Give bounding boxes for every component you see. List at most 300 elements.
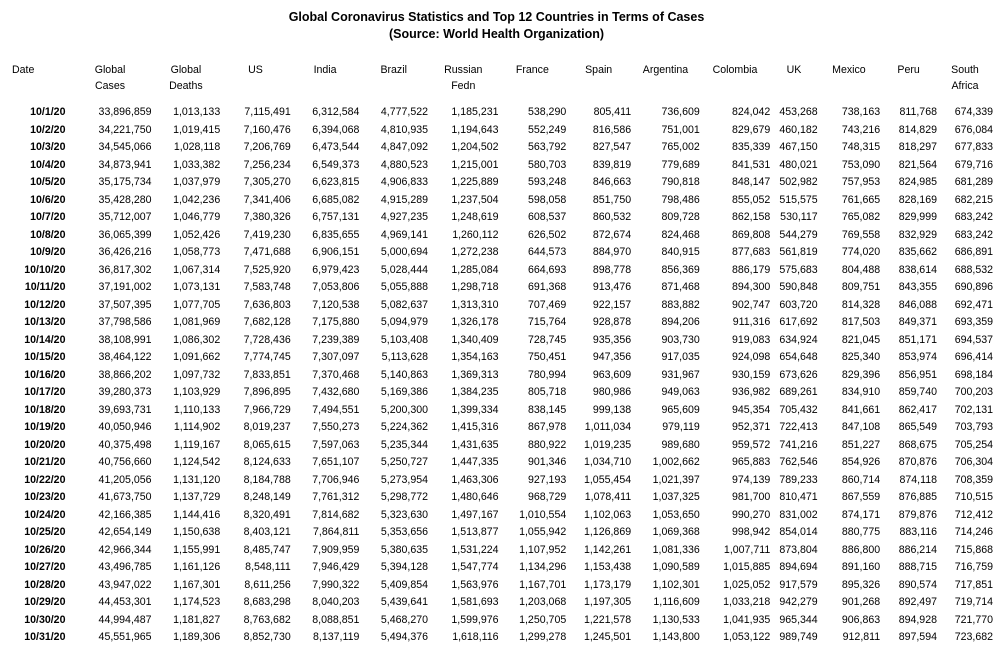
value-cell: 968,729	[527, 491, 567, 503]
value-cell: 821,045	[841, 333, 881, 346]
value-cell: 42,166,385	[98, 508, 152, 521]
value-cell: 1,019,235	[583, 438, 632, 451]
value-cell: 691,368	[527, 281, 567, 293]
value-cell: 906,863	[841, 613, 881, 626]
value-cell: 870,876	[898, 456, 937, 468]
table-row	[0, 332, 993, 350]
value-cell: 1,185,231	[451, 106, 499, 118]
value-cell: 1,245,501	[583, 631, 632, 643]
value-cell: 5,113,628	[381, 351, 429, 363]
value-cell: 1,067,314	[173, 263, 221, 276]
value-cell: 530,117	[780, 211, 818, 223]
value-cell: 874,118	[899, 473, 937, 486]
value-cell: 853,974	[898, 351, 937, 363]
value-cell: 816,586	[592, 123, 632, 136]
value-cell: 7,370,468	[312, 368, 360, 381]
value-cell: 854,926	[841, 456, 881, 468]
table-row	[0, 192, 993, 210]
value-cell: 809,751	[841, 281, 881, 293]
value-cell: 779,689	[661, 158, 700, 171]
value-cell: 835,339	[731, 141, 771, 153]
value-cell: 846,088	[898, 298, 937, 311]
value-cell: 990,270	[731, 508, 771, 521]
title-line-1: Global Coronavirus Statistics and Top 12 Countries in Terms of Cases	[288, 10, 705, 24]
table-row	[0, 419, 993, 437]
value-cell: 5,224,362	[380, 421, 429, 433]
value-cell: 7,432,680	[312, 386, 360, 398]
value-cell: 1,250,705	[519, 613, 567, 626]
value-cell: 7,966,729	[243, 403, 291, 416]
value-cell: 790,818	[661, 176, 700, 188]
value-cell: 1,531,224	[451, 543, 499, 556]
value-cell: 890,574	[898, 578, 937, 591]
table-row	[0, 157, 993, 175]
value-cell: 1,298,718	[451, 281, 499, 293]
value-cell: 8,403,121	[243, 526, 291, 538]
value-cell: 7,583,748	[243, 281, 291, 293]
value-cell: 895,326	[841, 578, 881, 591]
value-cell: 862,417	[898, 403, 937, 416]
value-cell: 1,033,382	[173, 158, 221, 171]
value-cell: 1,021,397	[652, 473, 700, 486]
value-cell: 1,007,711	[723, 543, 771, 556]
value-cell: 7,946,429	[312, 561, 360, 573]
value-cell: 690,896	[954, 281, 993, 293]
value-cell: 716,759	[954, 561, 993, 573]
value-cell: 827,547	[592, 141, 632, 153]
value-cell: 674,339	[954, 106, 993, 118]
value-cell: 37,191,002	[98, 281, 152, 293]
value-cell: 736,609	[661, 106, 700, 118]
value-cell: 1,618,116	[452, 631, 499, 643]
value-cell: 708,359	[954, 473, 993, 486]
value-cell: 867,978	[527, 421, 567, 433]
value-cell: 7,471,688	[243, 246, 291, 258]
value-cell: 1,110,133	[173, 403, 221, 416]
value-cell: 1,237,504	[451, 193, 499, 206]
column-header-line: Mexico	[832, 64, 866, 76]
value-cell: 6,394,068	[312, 123, 360, 136]
value-cell: 626,502	[527, 228, 567, 241]
value-cell: 705,254	[954, 438, 993, 451]
date-cell: 10/20/20	[24, 438, 66, 451]
value-cell: 673,626	[779, 368, 818, 381]
value-cell: 4,847,092	[380, 141, 429, 153]
value-cell: 7,636,803	[243, 298, 291, 311]
column-header-line: Africa	[951, 80, 979, 92]
value-cell: 856,369	[661, 263, 700, 276]
value-cell: 710,515	[954, 491, 993, 503]
column-header	[0, 62, 68, 104]
value-cell: 1,053,650	[652, 508, 700, 521]
value-cell: 1,090,589	[652, 561, 700, 573]
value-cell: 894,694	[779, 561, 818, 573]
value-cell: 7,651,107	[312, 456, 360, 468]
value-cell: 460,182	[779, 123, 818, 136]
value-cell: 883,882	[661, 298, 700, 311]
value-cell: 829,679	[731, 123, 771, 136]
value-cell: 689,261	[779, 386, 818, 398]
date-cell: 10/17/20	[24, 386, 66, 398]
value-cell: 706,304	[954, 456, 993, 468]
value-cell: 839,819	[592, 158, 632, 171]
value-cell: 854,014	[779, 526, 818, 538]
date-cell: 10/19/20	[24, 421, 66, 433]
value-cell: 738,163	[841, 106, 881, 118]
value-cell: 765,002	[661, 141, 700, 153]
value-cell: 753,090	[841, 158, 881, 171]
value-cell: 5,169,386	[380, 386, 429, 398]
value-cell: 36,426,216	[98, 246, 152, 258]
source-line: (Source: World Health Organization)	[388, 27, 605, 41]
value-cell: 859,740	[898, 386, 937, 398]
date-cell: 10/9/20	[30, 246, 66, 258]
date-cell: 10/25/20	[24, 526, 66, 538]
value-cell: 4,915,289	[380, 193, 429, 206]
value-cell: 7,256,234	[243, 158, 291, 171]
value-cell: 1,053,122	[723, 631, 771, 643]
value-cell: 35,428,280	[98, 193, 152, 206]
value-cell: 886,214	[898, 543, 937, 556]
value-cell: 8,248,149	[243, 491, 291, 503]
column-header-line: France	[515, 64, 549, 76]
value-cell: 835,662	[898, 246, 937, 258]
value-cell: 1,058,773	[173, 246, 221, 258]
value-cell: 6,685,082	[312, 193, 360, 206]
value-cell: 751,001	[661, 123, 700, 136]
value-cell: 1,399,334	[451, 403, 499, 416]
value-cell: 544,279	[779, 228, 818, 241]
value-cell: 897,594	[898, 631, 937, 643]
value-cell: 780,994	[527, 368, 567, 381]
value-cell: 898,778	[592, 263, 632, 276]
date-cell: 10/16/20	[24, 368, 66, 381]
value-cell: 480,021	[779, 158, 818, 171]
value-cell: 721,770	[954, 613, 993, 626]
value-cell: 876,885	[898, 491, 937, 503]
value-cell: 39,693,731	[98, 403, 152, 416]
value-cell: 1,055,942	[519, 526, 567, 538]
value-cell: 903,730	[661, 333, 700, 346]
value-cell: 36,817,302	[98, 263, 152, 276]
value-cell: 7,419,230	[243, 228, 291, 241]
value-cell: 838,145	[527, 403, 567, 416]
value-cell: 1,354,163	[451, 351, 499, 363]
value-cell: 1,173,179	[583, 578, 632, 591]
value-cell: 1,513,877	[451, 526, 499, 538]
column-header-line: Global	[94, 64, 126, 76]
date-cell: 10/13/20	[24, 316, 66, 328]
value-cell: 979,119	[662, 421, 700, 433]
value-cell: 7,525,920	[243, 263, 291, 276]
value-cell: 945,354	[731, 403, 771, 416]
date-cell: 10/4/20	[30, 158, 66, 171]
value-cell: 1,011,034	[584, 421, 632, 433]
value-cell: 8,548,111	[245, 561, 291, 573]
value-cell: 913,476	[592, 281, 632, 293]
column-header-line: Global	[170, 64, 202, 76]
value-cell: 1,028,118	[173, 141, 221, 153]
value-cell: 1,215,001	[451, 158, 499, 171]
value-cell: 824,985	[898, 176, 937, 188]
value-cell: 851,227	[841, 438, 881, 451]
table-row	[0, 384, 993, 402]
value-cell: 4,880,523	[380, 158, 429, 171]
table-row	[0, 122, 993, 140]
value-cell: 45,551,965	[98, 631, 152, 643]
value-cell: 865,549	[898, 421, 937, 433]
value-cell: 5,055,888	[380, 281, 429, 293]
value-cell: 952,371	[731, 421, 771, 433]
value-cell: 35,712,007	[98, 211, 152, 223]
value-cell: 5,028,444	[380, 263, 429, 276]
value-cell: 860,714	[841, 473, 881, 486]
column-header-line: US	[248, 64, 263, 76]
table-row	[0, 279, 993, 297]
column-header	[499, 62, 567, 104]
value-cell: 38,108,991	[98, 333, 152, 346]
value-cell: 924,098	[731, 351, 771, 363]
value-cell: 608,537	[527, 211, 567, 223]
value-cell: 686,891	[954, 246, 993, 258]
value-cell: 860,532	[592, 211, 632, 223]
value-cell: 965,609	[661, 403, 700, 416]
value-cell: 683,242	[954, 211, 993, 223]
value-cell: 5,380,635	[380, 543, 429, 556]
value-cell: 1,046,779	[173, 211, 221, 223]
value-cell: 834,910	[841, 386, 881, 398]
value-cell: 4,927,235	[380, 211, 429, 223]
value-cell: 7,494,551	[312, 403, 360, 416]
column-header-line: Deaths	[169, 80, 203, 92]
value-cell: 700,203	[954, 386, 993, 398]
value-cell: 41,673,750	[98, 491, 152, 503]
value-cell: 935,356	[592, 333, 632, 346]
date-cell: 10/5/20	[30, 176, 66, 188]
value-cell: 1,033,218	[723, 596, 771, 608]
value-cell: 965,883	[731, 456, 771, 468]
value-cell: 829,999	[898, 211, 937, 223]
value-cell: 894,300	[731, 281, 771, 293]
value-cell: 6,623,815	[312, 176, 360, 188]
value-cell: 644,573	[527, 246, 567, 258]
value-cell: 7,909,959	[312, 543, 360, 556]
value-cell: 1,143,800	[652, 631, 700, 643]
value-cell: 6,906,151	[312, 246, 360, 258]
value-cell: 828,169	[898, 193, 937, 206]
table-row	[0, 349, 993, 367]
value-cell: 928,878	[592, 316, 632, 328]
column-header	[359, 62, 428, 104]
value-cell: 34,545,066	[98, 141, 152, 153]
value-cell: 851,750	[592, 193, 632, 206]
value-cell: 453,268	[779, 106, 818, 118]
value-cell: 5,494,376	[380, 631, 429, 643]
column-header	[428, 62, 499, 104]
value-cell: 41,205,056	[98, 473, 152, 486]
table-row	[0, 594, 993, 612]
value-cell: 580,703	[527, 158, 567, 171]
value-cell: 1,197,305	[583, 596, 632, 608]
value-cell: 891,160	[841, 561, 881, 573]
value-cell: 35,175,734	[98, 176, 152, 188]
value-cell: 1,119,167	[173, 438, 221, 451]
value-cell: 4,810,935	[380, 123, 429, 136]
value-cell: 8,065,615	[243, 438, 291, 451]
value-cell: 1,069,368	[652, 526, 700, 538]
value-cell: 698,184	[954, 368, 993, 381]
value-cell: 1,078,411	[584, 491, 632, 503]
value-cell: 851,171	[898, 333, 937, 346]
value-cell: 840,915	[661, 246, 700, 258]
value-cell: 5,353,656	[380, 526, 429, 538]
value-cell: 743,216	[841, 123, 881, 136]
value-cell: 838,614	[898, 263, 937, 276]
value-cell: 974,139	[731, 473, 771, 486]
date-cell: 10/15/20	[24, 351, 66, 363]
value-cell: 723,682	[954, 631, 993, 643]
value-cell: 1,167,301	[173, 578, 221, 591]
value-cell: 1,480,646	[451, 491, 499, 503]
value-cell: 1,081,969	[173, 316, 221, 328]
value-cell: 877,683	[731, 246, 771, 258]
column-header-line: Fedn	[451, 80, 476, 92]
table-row	[0, 209, 993, 227]
value-cell: 37,507,395	[98, 298, 152, 311]
value-cell: 1,081,336	[652, 543, 700, 556]
value-cell: 1,019,415	[173, 123, 221, 136]
value-cell: 1,052,426	[173, 228, 221, 241]
value-cell: 38,464,122	[98, 351, 152, 363]
value-cell: 42,654,149	[98, 526, 152, 538]
column-header	[291, 62, 360, 104]
column-header-line: UK	[786, 64, 802, 76]
value-cell: 949,063	[661, 386, 700, 398]
value-cell: 1,415,316	[451, 421, 499, 433]
value-cell: 702,131	[954, 403, 993, 416]
value-cell: 5,323,630	[380, 508, 429, 521]
value-cell: 847,108	[841, 421, 881, 433]
value-cell: 832,929	[898, 228, 937, 241]
value-cell: 818,297	[898, 141, 937, 153]
value-cell: 810,471	[779, 491, 818, 503]
value-cell: 1,116,609	[653, 596, 700, 608]
value-cell: 769,558	[841, 228, 881, 241]
value-cell: 705,432	[779, 403, 818, 416]
value-cell: 879,876	[898, 508, 937, 521]
value-cell: 829,396	[841, 368, 881, 381]
value-cell: 707,469	[527, 298, 567, 311]
value-cell: 8,611,256	[244, 578, 291, 591]
column-header	[700, 62, 771, 104]
column-header	[566, 62, 631, 104]
value-cell: 888,715	[898, 561, 937, 573]
date-cell: 10/14/20	[24, 333, 66, 346]
value-cell: 688,532	[954, 263, 993, 276]
value-cell: 467,150	[779, 141, 818, 153]
value-cell: 679,716	[954, 158, 993, 171]
value-cell: 1,547,774	[451, 561, 499, 573]
value-cell: 1,124,542	[173, 456, 221, 468]
value-cell: 7,380,326	[243, 211, 291, 223]
table-row	[0, 507, 993, 525]
value-cell: 1,042,236	[173, 193, 221, 206]
value-cell: 4,969,141	[380, 228, 429, 241]
value-cell: 880,922	[527, 438, 567, 451]
value-cell: 1,102,063	[583, 508, 632, 521]
date-cell: 10/23/20	[24, 491, 66, 503]
value-cell: 617,692	[779, 316, 818, 328]
value-cell: 5,094,979	[380, 316, 429, 328]
table-row	[0, 542, 993, 560]
value-cell: 715,764	[527, 316, 567, 328]
date-cell: 10/29/20	[24, 596, 66, 608]
date-cell: 10/12/20	[24, 298, 66, 311]
value-cell: 692,471	[954, 298, 993, 311]
value-cell: 998,942	[731, 526, 771, 538]
value-cell: 717,851	[954, 578, 993, 591]
value-cell: 884,970	[592, 246, 632, 258]
value-cell: 34,221,750	[98, 123, 152, 136]
value-cell: 590,848	[779, 281, 818, 293]
value-cell: 719,714	[954, 596, 993, 608]
value-cell: 7,206,769	[243, 141, 291, 153]
value-cell: 7,120,538	[312, 298, 360, 311]
value-cell: 1,150,638	[173, 526, 221, 538]
value-cell: 765,082	[841, 211, 881, 223]
value-cell: 682,215	[954, 193, 993, 206]
value-cell: 1,189,306	[173, 631, 221, 643]
value-cell: 762,546	[779, 456, 818, 468]
date-cell: 10/24/20	[24, 508, 66, 521]
value-cell: 901,268	[841, 596, 881, 608]
value-cell: 538,290	[527, 106, 567, 118]
value-cell: 5,200,300	[380, 403, 429, 416]
value-cell: 7,682,128	[243, 316, 291, 328]
date-cell: 10/22/20	[24, 473, 66, 486]
value-cell: 694,537	[954, 333, 993, 346]
value-cell: 5,298,772	[380, 491, 429, 503]
value-cell: 989,680	[661, 438, 700, 451]
value-cell: 6,473,544	[312, 141, 360, 153]
value-cell: 931,967	[661, 368, 700, 381]
value-cell: 1,326,178	[451, 316, 499, 328]
value-cell: 809,728	[661, 211, 700, 223]
column-header	[220, 62, 291, 104]
value-cell: 7,175,880	[312, 316, 360, 328]
value-cell: 1,384,235	[451, 386, 499, 398]
value-cell: 7,115,491	[244, 106, 291, 118]
value-cell: 5,103,408	[380, 333, 429, 346]
header-row	[0, 62, 993, 104]
value-cell: 1,073,131	[173, 281, 221, 293]
value-cell: 1,137,729	[173, 491, 221, 503]
value-cell: 1,131,120	[173, 473, 221, 486]
value-cell: 44,994,487	[98, 613, 152, 626]
value-cell: 8,683,298	[243, 596, 291, 608]
value-cell: 1,167,701	[519, 578, 567, 591]
value-cell: 1,260,112	[452, 228, 499, 241]
value-cell: 817,503	[841, 316, 881, 328]
value-cell: 1,086,302	[173, 333, 221, 346]
value-cell: 1,225,889	[451, 176, 499, 188]
value-cell: 6,312,584	[312, 106, 360, 118]
value-cell: 942,279	[779, 596, 818, 608]
table-row	[0, 367, 993, 385]
table-row	[0, 227, 993, 245]
date-cell: 10/26/20	[24, 543, 66, 556]
column-header-line: India	[313, 64, 337, 76]
